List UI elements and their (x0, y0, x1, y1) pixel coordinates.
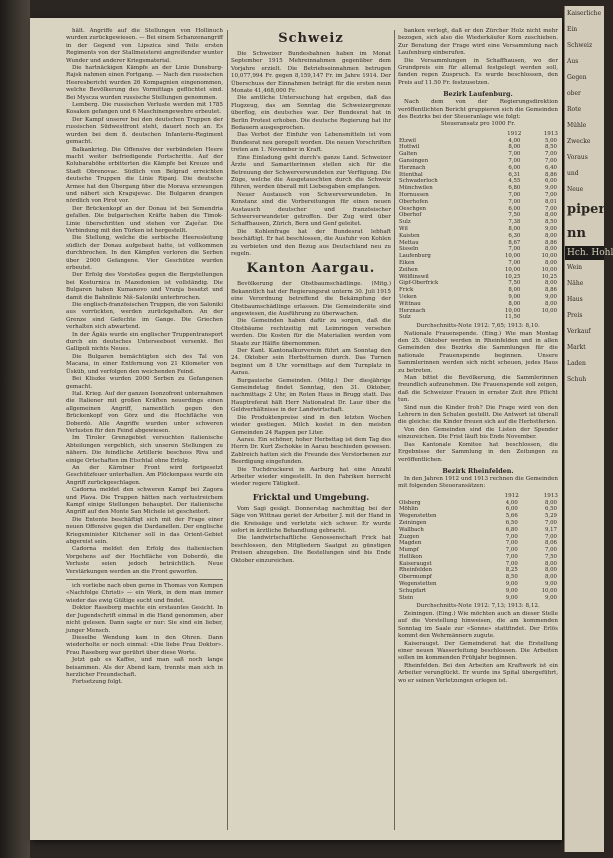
tax-rate-cell: 5,66 (505, 513, 518, 520)
adjacent-page-edge (564, 6, 613, 852)
table-row (398, 581, 558, 588)
adjacent-ad-band: Hch. Hohl (567, 248, 613, 258)
municipality-cell: Gipf-Oberfrick (399, 280, 439, 287)
rheinfelden-intro: In den Jahren 1912 und 1913 rechnen die Gemeinden mit folgenden Steueransätzen: (398, 475, 558, 490)
tax-rate-cell: 8,50 (544, 144, 557, 151)
table-row (398, 506, 558, 513)
tax-rate-cell: 7,50 (544, 553, 557, 560)
tax-table-rheinfelden (398, 493, 558, 602)
municipality-cell: Oberhof (399, 212, 422, 219)
municipality-cell: Ueken (399, 294, 417, 300)
tax-rate-cell: 7,00 (544, 533, 557, 540)
paragraph: Eine Einladung geht durch's ganze Land. Schweizer Ärzte und Samariterinnen stellen sich für die Betreuung der Schwerverwundeten zur Verfügung. Die Züge, welche die Ausgetauschten durch die Schweiz führen, werden überall mit Liebesgaben empfangen. (231, 154, 391, 191)
table-row (398, 294, 558, 301)
municipality-cell: Zeiningen (399, 519, 427, 526)
tax-rate-cell: 7,38 (508, 219, 521, 226)
municipality-cell: Mumpf (399, 547, 419, 554)
paragraph: Jetzt gab es Kaffee, und man saß noch lange beisammen. Als der Abend kam, trennte man sich in herzlicher Freundschaft. (66, 657, 223, 678)
table-row (398, 595, 558, 602)
adjacent-fragment: Verkauf (567, 328, 591, 335)
municipality-cell: Kaiseraugst (399, 560, 432, 567)
paragraph: Die Gemeinden haben dafür zu sorgen, daß die Obstbäume rechtzeitig mit Leimringen versehen werden. Die Kosten für die Materialien werden vom Staate zur Hälfte übernommen. (231, 318, 391, 347)
paragraph: Die amtliche Untersuchung hat ergeben, daß das Flugzeug, das am Sonntag die Schweizergrenze überflog, ein deutsches war. Der Bundesrat hat in Berlin Protest erhoben. Die deutsche Regierung hat ihr Bedauern ausgesprochen. (231, 95, 391, 132)
tax-rate-cell: 4,55 (508, 178, 521, 185)
tax-rate-cell: 9,00 (505, 581, 518, 588)
adjacent-fragment: Rote (567, 106, 582, 113)
paragraph: Doktor Raseborg machte ein erstauntes Gesicht. In der Jugendschrift einmal in die Hand genommen, aber nicht gelesen. Dann sagte er nur: Sie sind ein lieber, junger Mensch. (66, 605, 223, 634)
tax-rate-cell: 7,00 (508, 260, 521, 267)
tax-rate-cell: 7,00 (508, 246, 521, 253)
table-row (398, 513, 558, 520)
tax-rate-cell: 10,00 (541, 587, 557, 594)
table-row (398, 144, 558, 151)
municipality-cell: Sulz (399, 219, 411, 226)
tax-rate-cell: 7,00 (505, 553, 518, 560)
tax-rate-cell: 9,00 (505, 587, 518, 594)
aargau-paragraphs (231, 281, 391, 488)
adjacent-fragment: ober (567, 90, 581, 97)
adjacent-fragment: Schweiz (567, 42, 593, 49)
tax-rate-cell: 7,00 (508, 151, 521, 158)
tax-rate-cell: 6,00 (508, 205, 521, 212)
table-row (398, 246, 558, 253)
municipality-cell: Zeihen (399, 266, 418, 273)
paragraph: Die Produktenpreise sind in den letzten Wochen wieder gestiegen. Milch kostet in den meisten Gemeinden 24 Rappen per Liter. (231, 414, 391, 436)
municipality-cell: Oberhofen (399, 198, 429, 205)
column-domestic-news (231, 28, 391, 832)
paragraph: Die Versammlungen in Schaffhausen, wo der Grundpreis ein für allemal festgelegt werden soll, fanden regen Zuspruch. Es wurde beschlossen, den Preis auf 11.50 Fr. festzusetzen. (398, 57, 558, 86)
section-title-fricktal: Fricktal und Umgebung. (252, 492, 370, 503)
municipality-cell: Olsberg (399, 499, 421, 506)
paragraph: Kaiseraugst. Der Gemeinderat hat die Erstellung einer neuen Wasserleitung beschlossen. Die Arbeiten sollen im kommenden Frühjahr beginnen. (398, 640, 558, 662)
paragraph: Balkankrieg. Die Offensive der verbündeten Heere macht weiter befriedigende Fortschritte. Auf der Kolubarahöhe erbitterten die Kämpfe bei Kreuze und Stadt Obrenovac. Südlich von Belgrad erreichten deutsche Truppen die Linie Ripanj. Die deutsche Armee hat den Übergang über die Morava erzwungen und nähert sich Kragujevac. Die Bulgaren drangen nördlich von Pirot vor. (66, 146, 223, 205)
year-header-1913: 1913 (543, 492, 558, 499)
tax-rate-cell: 6,00 (508, 164, 521, 171)
municipality-cell: Magden (399, 540, 422, 547)
table-row (398, 253, 558, 260)
tax-rate-cell: 8,00 (544, 499, 557, 506)
paragraph: Die landwirtschaftliche Genossenschaft Frick hat beschlossen, den Mitgliedern Saatgut zu günstigen Preisen abzugeben. Die Bestellungen sind bis Ende Oktober einzureichen. (231, 535, 391, 564)
tax-rate-cell: 7,00 (544, 205, 557, 212)
tax-rate-cell: 10,00 (541, 266, 557, 273)
table-row (398, 267, 558, 274)
paragraph: Man bittet die Bevölkerung, die Sammlerinnen freundlich aufzunehmen. Die Frauenspende soll zeigen, daß die Schweizer Frauen in ernster Zeit ihre Pflicht tun. (398, 375, 558, 404)
municipality-cell: Hornussen (399, 192, 429, 199)
tax-rate-cell: 8,00 (544, 567, 557, 574)
table-row (398, 308, 558, 315)
tax-rate-cell: 10,00 (504, 307, 521, 314)
adjacent-fragment: Nähe (567, 280, 584, 287)
tax-table-laufenburg (398, 131, 558, 321)
paragraph: An der Kärntner Front wird fortgesetzt Geschützfeuer unterhalten. Am Plöckenpass wurde ein Angriff zurückgeschlagen. (66, 464, 223, 486)
paragraph: Bei Kliszke wurden 2000 Serben zu Gefangenen gemacht. (66, 376, 223, 390)
paragraph: Aarau. Ein schöner, hoher Herbsttag ist dem Tag des Herrn Dr. Kurt Zschokke in Aarau beschieden gewesen. Zahlreich hatten sich die Freunde des Verstorbenen zur Beerdigung eingefunden. (231, 436, 391, 466)
tax-rate-cell: 9,00 (544, 581, 557, 588)
fricktal-paragraphs (231, 506, 391, 565)
tax-rate-cell: 8,50 (505, 574, 518, 581)
adjacent-fragment: Preis (567, 312, 583, 319)
paragraph: Vom Sagi gesägt. Donnerstag nachmittag bei der Säge von Wittnau geriet der Arbeiter J. mit der Hand in die Kreissäge und verletzte sich schwer. Er wurde sofort in ärztliche Behandlung gebracht. (231, 505, 391, 534)
table-row (398, 280, 558, 287)
table-row (398, 574, 558, 581)
tax-rate-cell: 10,25 (504, 273, 521, 280)
tax-rate-cell: 8,00 (508, 287, 521, 294)
tax-rate-cell: 5,00 (544, 137, 557, 144)
tax-rate-cell: 8,00 (544, 574, 557, 581)
paragraph: Rheinfelden. Bei den Arbeiten am Kraftwerk ist ein Arbeiter verunglückt. Er wurde ins Spital übergeführt, wo er seinen Verletzungen erlegen ist. (398, 662, 558, 684)
tax-rate-cell: 4,00 (508, 137, 521, 144)
district-title-laufenburg: Bezirk Laufenburg. (443, 90, 513, 99)
table-row (398, 274, 558, 281)
tax-rate-cell: 7,00 (544, 547, 557, 554)
table-row (398, 158, 558, 165)
paragraph: Burgauische Gemeinden. (Mitg.) Der diesjährige Gemeindetag findet Sonntag, den 31. Oktober, nachmittags 2 Uhr, im Roten Haus in Brugg statt. Das Hauptreferat hält Herr Nationalrat Dr. Laur über die Geldverhältnisse in der Landwirtschaft. (231, 377, 391, 414)
paragraph: Cadorna meldet den Erfolg des italienischen Vorgehens auf der Hochfläche von Doberdò, die Verluste seien jedoch beträchtlich. Neue Verstärkungen werden an die Front geworfen. (66, 546, 223, 575)
schweiz-paragraphs (231, 51, 391, 258)
municipality-cell: Oeschgen (399, 205, 426, 212)
table-row (398, 554, 558, 561)
table-row (398, 540, 558, 547)
paragraph: Cadorna meldet den schweren Kampf bei Zagora und Plava. Die Truppen hätten nach verlustreichem Kampf einige Stellungen behauptet. Der italienische Angriff auf den Monte San Michele ist gescheitert. (66, 487, 223, 516)
tax-rate-cell: 8,00 (544, 300, 557, 307)
table-caption: Steueransatz pro 1000 Fr. (440, 121, 516, 128)
tax-rate-cell: 5,29 (544, 513, 557, 520)
tax-rate-cell: 9,00 (544, 294, 557, 300)
tax-rate-cell: 9,00 (508, 294, 521, 300)
table-row (398, 192, 558, 199)
tax-rate-cell: 6,40 (544, 164, 557, 171)
table-row (398, 226, 558, 233)
tax-rate-cell: 6,30 (508, 232, 521, 239)
tax-rate-cell: 7,00 (544, 158, 557, 165)
tax-rate-cell: 7,00 (508, 192, 521, 199)
adjacent-page-fragments (565, 6, 604, 198)
tax-rate-cell: 7,00 (508, 198, 521, 205)
paragraph: Nationale Frauenspende. (Eing.) Wie man Montag den 25. Oktober werden in Rheinfelden und in allen Gemeinden des Bezirks die Sammlungen für die nationale Frauenspende beginnen. Unsere Sammlerinnen werden sich nicht scheuen, jedes Haus zu betreten. (398, 330, 558, 374)
paragraph: Die Bulgaren bemächtigten sich des Tal von Macana, in einer Entfernung von 21 Kilometer von Üsküb, und verfolgen den weichenden Feind. (66, 353, 223, 375)
laufenburg-intro: Nach dem von der Regierungsdirektion veröffentlichten Bericht gruppieren sich die Gemeinden des Bezirks bei der Steueranlage wie folgt: (398, 99, 558, 121)
municipality-cell: Rheinfelden (399, 567, 432, 574)
municipality-cell: Eiken (399, 260, 415, 267)
paragraph: Sind nun die Kinder froh? Die Frage wird von den Lehrern in den Schulen gestellt. Die Antwort ist überall die gleiche: die Kinder freuen sich auf die Herbstferien. (398, 404, 558, 426)
year-header-1912: 1912 (507, 130, 522, 137)
tax-rate-cell: 8,00 (508, 226, 521, 233)
adjacent-fragment: Voraus (567, 154, 588, 161)
table-row (398, 206, 558, 213)
tax-rate-cell: 7,00 (505, 560, 518, 567)
municipality-cell: Gansingen (399, 158, 429, 165)
adjacent-fragment: und (567, 170, 579, 177)
tax-rate-cell: 8,00 (508, 144, 521, 151)
tax-rate-cell: 11,50 (504, 314, 521, 321)
paragraph: Der Erfolg des Vorstoßes gegen die Bergstellungen bei Kosturnica in Mazedonien ist vollständig. Die Bulgaren haben Kumanovo und Vranja besetzt und damit die Bahnlinie Niš–Saloniki unterbrochen. (66, 272, 223, 301)
paragraph: Von den Gemeinden sind die Listen der Spender einzureichen. Die Frist läuft bis Ende November. (398, 426, 558, 441)
paragraph: Die Schweizer Bundesbahnen haben im Monat September 1915 Mehreinnahmen gegenüber dem Vorjahre erzielt. Die Betriebseinnahmen betrugen 10,077,994 Fr. gegen 8,159,147 Fr. im Jahre 1914. Der Überschuss der Einnahmen beträgt für die ersten neun Monate 41,468,000 Fr. (231, 51, 391, 95)
table-row (398, 151, 558, 158)
paragraph: Der Kampf unserer bei den deutschen Truppen der russischen Südwestfront steht, dauert noch an. Es wurden bei dem 8. deutschen Infanterie-Regiment gemacht. (66, 116, 223, 146)
table-row (398, 219, 558, 226)
adjacent-fragment: Laden (567, 360, 586, 367)
tax-rate-cell: 7,00 (505, 533, 518, 540)
municipality-cell: Obermumpf (399, 574, 432, 581)
municipality-cell: Wölflinswil (399, 273, 429, 280)
tax-rate-cell: 10,00 (504, 266, 521, 273)
laufenburg-average: Durchschnitts-Note 1912: 7,65; 1913: 8,10. (416, 323, 540, 330)
tax-rate-cell: 7,00 (544, 151, 557, 158)
adjacent-fragment: Wein (567, 264, 583, 271)
tax-rate-cell: 7,50 (508, 280, 521, 287)
paragraph: Das Verbot der Einfuhr von Lebensmitteln ist vom Bundesrat neu geregelt worden. Die neuen Vorschriften treten am 1. November in Kraft. (231, 132, 391, 154)
municipality-cell: Stein (399, 594, 414, 601)
paragraph: Zeiningen. (Eing.) Wie möchten auch an dieser Stelle auf die Vorstellung hinweisen, die am kommenden Sonntag im Saale zur «Sonne» stattfindet. Der Erlös kommt den Wehrmännern zugute. (398, 610, 558, 640)
paragraph: Die englisch-französischen Truppen, die von Saloniki aus vorrückten, werden zurückgehalten. An der Grenze sind Gefechte im Gange. Die Griechen verhalten sich abwartend. (66, 302, 223, 331)
tax-rate-cell: 9,17 (544, 526, 557, 533)
adjacent-fragment: Ein (567, 26, 578, 33)
adjacent-fragment: Mühle (567, 122, 587, 129)
table-row (398, 172, 558, 179)
adjacent-fragment: Aus (567, 58, 579, 65)
newspaper-page (30, 18, 562, 840)
table-row (398, 138, 558, 145)
tax-rate-cell: 8,25 (505, 567, 518, 574)
table-row (398, 567, 558, 574)
tax-rate-cell: 4,00 (505, 499, 518, 506)
section-title-schweiz: Schweiz (278, 31, 344, 46)
adjacent-ad-headline-2: nn (567, 226, 586, 241)
tax-rate-cell: 7,00 (505, 547, 518, 554)
paragraph: Ital. Krieg. Auf der ganzen Isonzofront unternahmen die Italiener mit großen Kräften neuerdings einen allgemeinen Angriff, namentlich gegen den Brückenkopf von Görz und die Hochfläche von Doberdò. Alle Angriffe wurden unter schweren Verlusten für den Feind abgewiesen. (66, 390, 223, 434)
year-header-1912: 1912 (504, 492, 519, 499)
municipality-cell: Möhlin (399, 506, 419, 513)
column-war-news (66, 28, 223, 832)
tax-rate-cell: 10,00 (541, 253, 557, 260)
table-row (398, 547, 558, 554)
adjacent-fragment: Markt (567, 344, 586, 351)
tax-rate-cell: 7,00 (544, 519, 557, 526)
table-row (398, 527, 558, 534)
paragraph: Lemberg. Die russischen Verluste werden mit 1785 Kosaken gefangen und 6 Maschinengewehre erbeutet. (66, 102, 223, 116)
rheinfelden-average: Durchschnitts-Note 1912: 7,13; 1913: 8,12. (416, 603, 540, 610)
adjacent-fragment: Gegen (567, 74, 587, 81)
feuilleton-divider (66, 579, 223, 580)
municipality-cell: Wil (399, 226, 408, 233)
municipality-cell: Herznach (399, 307, 426, 314)
tax-rate-cell: 6,50 (544, 506, 557, 513)
tax-rate-cell: 10,25 (541, 273, 557, 280)
municipality-cell: Wegenstetten (399, 581, 437, 588)
paragraph: Dieselbe Wendung kam in den Ohren. Dann wiederholte er noch einmal: «Die liebe Frau Doktor». Frau Raseborg war gerührt über diese Worte. (66, 634, 223, 656)
table-row (398, 301, 558, 308)
municipality-cell: Sulz (399, 314, 411, 321)
adjacent-page-lower-fragments (565, 260, 604, 388)
tax-rate-cell: 10,00 (504, 253, 521, 260)
table-row (398, 185, 558, 192)
paragraph: ich vorliebe nach oben gerne in Thomas von Kempen «Nachfolge Christi» — ein Werk, in dem man immer wieder das ewig Gültige sucht und findet. (66, 583, 223, 604)
municipality-cell: Wegenstetten (399, 513, 437, 520)
paragraph: Die Tuchdruckerei in Aarburg hat eine Anzahl Arbeiter wieder eingestellt. In den Fabriken herrscht wieder regere Tätigkeit. (231, 466, 391, 488)
tax-rate-cell: 8,50 (544, 219, 557, 226)
paragraph: Fortsetzung folgt. (72, 679, 123, 686)
adjacent-fragment: Zwecke (567, 138, 591, 145)
municipality-cell: Schupfart (399, 587, 427, 594)
municipality-cell: Wallbach (399, 526, 424, 533)
tax-rate-cell: 8,00 (544, 560, 557, 567)
tax-rate-cell: 8,86 (544, 287, 557, 294)
table-row (398, 287, 558, 294)
tax-rate-cell: 9,00 (544, 185, 557, 192)
paragraph: Das Kantonale Komitee hat beschlossen, die Ergebnisse der Sammlung in den Zeitungen zu veröffentlichen. (398, 441, 558, 463)
municipality-cell: Hellikon (399, 553, 423, 560)
paragraph: Die Kohlenfrage hat der Bundesrat lebhaft beschäftigt. Er hat beschlossen, die Ausfuhr von Kohlen zu verbieten und den Bezug aus Deutschland neu zu regeln. (231, 228, 391, 257)
paragraph: Die Stellung, welche die serbische Heeresleitung südlich der Donau aufgebaut hatte, ist vollkommen durchbrochen. In den Kämpfen verloren die Serben über 2000 Gefangene. Vier Geschütze wurden erbeutet. (66, 235, 223, 271)
adjacent-fragment: Neue (567, 186, 584, 193)
column-district-news (398, 28, 558, 832)
tax-rate-cell: 6,80 (505, 526, 518, 533)
adjacent-fragment: Haus (567, 296, 583, 303)
tax-rate-cell: 6,00 (544, 178, 557, 185)
tax-rate-cell: 6,31 (508, 171, 521, 178)
municipality-cell: Hottwil (399, 144, 420, 151)
table-row (398, 240, 558, 247)
tax-rate-cell: 6,00 (505, 506, 518, 513)
tax-rate-cell: 8,86 (544, 239, 557, 246)
table-row (398, 199, 558, 206)
tax-rate-cell: 9,00 (544, 594, 557, 601)
tax-rate-cell: 8,86 (544, 171, 557, 178)
paragraph: Der Kant. Kantonalkurverein führt am Sonntag den 24. Oktober sein Herbstturnen durch. Das Turnen beginnt um 8 Uhr vormittags auf dem Turnplatz in Aarau. (231, 348, 391, 377)
municipality-cell: Schwaderloch (399, 178, 438, 185)
paragraph: Die hartnäckigen Kämpfe an der Linie Dunsburg-Rajsk nahmen einen Fortgang. — Nach den russischen Heeresbericht wurden 26 Kompagnien eingenommen, welche Bevölkerung des Vormittags geflüchtet sind. Bei Myscza wurden russische Stellungen genommen. (66, 65, 223, 101)
tax-rate-cell: 7,00 (544, 192, 557, 199)
tax-rate-cell: 8,00 (544, 212, 557, 219)
adjacent-fragment: Kaiserliche (567, 10, 602, 17)
paragraph: banken verlegt, daß er den Zürcher Holz nicht mehr bezogen, sich also die Wiederkäufer Korn zuschieben. Zur Beratung der Frage wird eine Versammlung nach Laufenburg einberufen. (398, 28, 558, 57)
tax-rate-cell: 7,00 (508, 158, 521, 165)
municipality-cell: Laufenburg (399, 253, 431, 260)
section-title-aargau: Kanton Aargau. (246, 261, 376, 277)
tax-rate-cell: 7,50 (508, 212, 521, 219)
tax-rate-cell: 8,00 (544, 280, 557, 287)
paragraph: hält. Angriffe auf die Stellungen von Hollinuch wurden zurückgewiesen. — Bei einem Schanzenangriff in der Gegend von Lipszica sind Teile ersten Regiments von der Stallmeisterei angreifender wunter Wunder und anderer Kriegsmaterial. (66, 28, 223, 64)
paragraph: Bevölkerung der Obstbaumschädlinge. (Mitg.) Bekanntlich hat der Regierungsrat unterm 30. Juli 1915 eine Verordnung betreffend die Bekämpfung der Obstbaumschädlinge erlassen. Die Gemeinderäte sind angewiesen, die Ausführung zu überwachen. (231, 281, 391, 317)
paragraph: Neuer Austausch von Schwerverwundeten. In Konstanz sind die Vorbereitungen für einen neuen Austausch deutscher und französischer Schwerverwundeter getroffen. Der Zug wird über Schaffhausen, Zürich, Bern und Genf geleitet. (231, 191, 391, 228)
table-row (398, 520, 558, 527)
table-row (398, 212, 558, 219)
municipality-cell: Sisseln (399, 246, 419, 253)
book-spine (0, 0, 30, 858)
municipality-cell: Wittnau (399, 300, 421, 307)
municipality-cell: Münchwilen (399, 185, 433, 192)
municipality-cell: Herznach (399, 164, 426, 171)
table-row (398, 260, 558, 267)
war-news-paragraphs (66, 28, 223, 576)
municipality-cell: Zuzgen (399, 533, 420, 540)
table-row (398, 500, 558, 507)
table-row (398, 561, 558, 568)
table-row (398, 588, 558, 595)
tax-rate-cell: 8,00 (544, 246, 557, 253)
tax-rate-cell: 8,67 (508, 239, 521, 246)
tax-rate-cell: 8,00 (544, 260, 557, 267)
municipality-cell: Kaisten (399, 232, 420, 239)
table-row (398, 165, 558, 172)
tax-rate-cell: 8,01 (544, 198, 557, 205)
district-title-rheinfelden: Bezirk Rheinfelden. (442, 466, 514, 475)
table-row (398, 534, 558, 541)
adjacent-fragment: Schuh (567, 376, 587, 383)
tax-rate-cell: 9,00 (544, 226, 557, 233)
column-rule-right (394, 30, 395, 830)
tax-rate-cell: 7,00 (505, 540, 518, 547)
tax-rate-cell: 8,00 (508, 300, 521, 307)
column-rule-left (227, 30, 228, 830)
municipality-cell: Galten (399, 151, 418, 158)
table-row (398, 314, 558, 321)
tax-rate-cell: 6,50 (505, 519, 518, 526)
tax-rate-cell: 8,06 (544, 540, 557, 547)
tax-rate-cell: 6,80 (508, 185, 521, 192)
adjacent-ad-headline: piperr (567, 202, 613, 217)
municipality-cell: Mettau (399, 239, 419, 246)
paragraph: Im Tiroler Grenzgebiet versuchten italienische Abteilungen vergeblich, sich unseren Stellungen zu nähern. Die feindliche Artillerie beschoss Riva und einige Ortschaften im Etschtal ohne Erfolg. (66, 435, 223, 464)
municipality-cell: Etzwil (399, 137, 417, 144)
tax-rate-cell: 10,00 (541, 307, 557, 314)
paragraph: Der Brückenkopf an der Donau ist bei Semendria gefallen. Die bulgarischen Kräfte haben die Timok-Linie überschritten und stehen vor Zaječar. Die Verbindung mit den Türken ist hergestellt. (66, 205, 223, 234)
year-header-1913: 1913 (543, 130, 558, 137)
municipality-cell: Ittenthal (399, 171, 423, 178)
district-intro-paragraphs (398, 28, 558, 87)
table-row (398, 178, 558, 185)
table-row (398, 233, 558, 240)
local-news-paragraphs (398, 611, 558, 685)
tax-rate-cell: 8,00 (544, 232, 557, 239)
municipality-cell: Frick (399, 287, 414, 294)
paragraph: In der Ägäis wurde ein englischer Truppentransport durch ein deutsches Unterseeboot versenkt. Bei Gallipoli nichts Neues. (66, 331, 223, 353)
tax-rate-cell: 9,00 (505, 594, 518, 601)
tax-rate-cell (521, 314, 558, 321)
paragraph: Die Entente beschäftigt sich mit der Frage einer neuen Offensive gegen die Dardanellen. Der englische Kriegsminister Kitchener soll in das Orient-Gebiet abgereist sein. (66, 516, 223, 546)
feuilleton-text (66, 583, 223, 687)
frauenspende-paragraphs (398, 331, 558, 464)
